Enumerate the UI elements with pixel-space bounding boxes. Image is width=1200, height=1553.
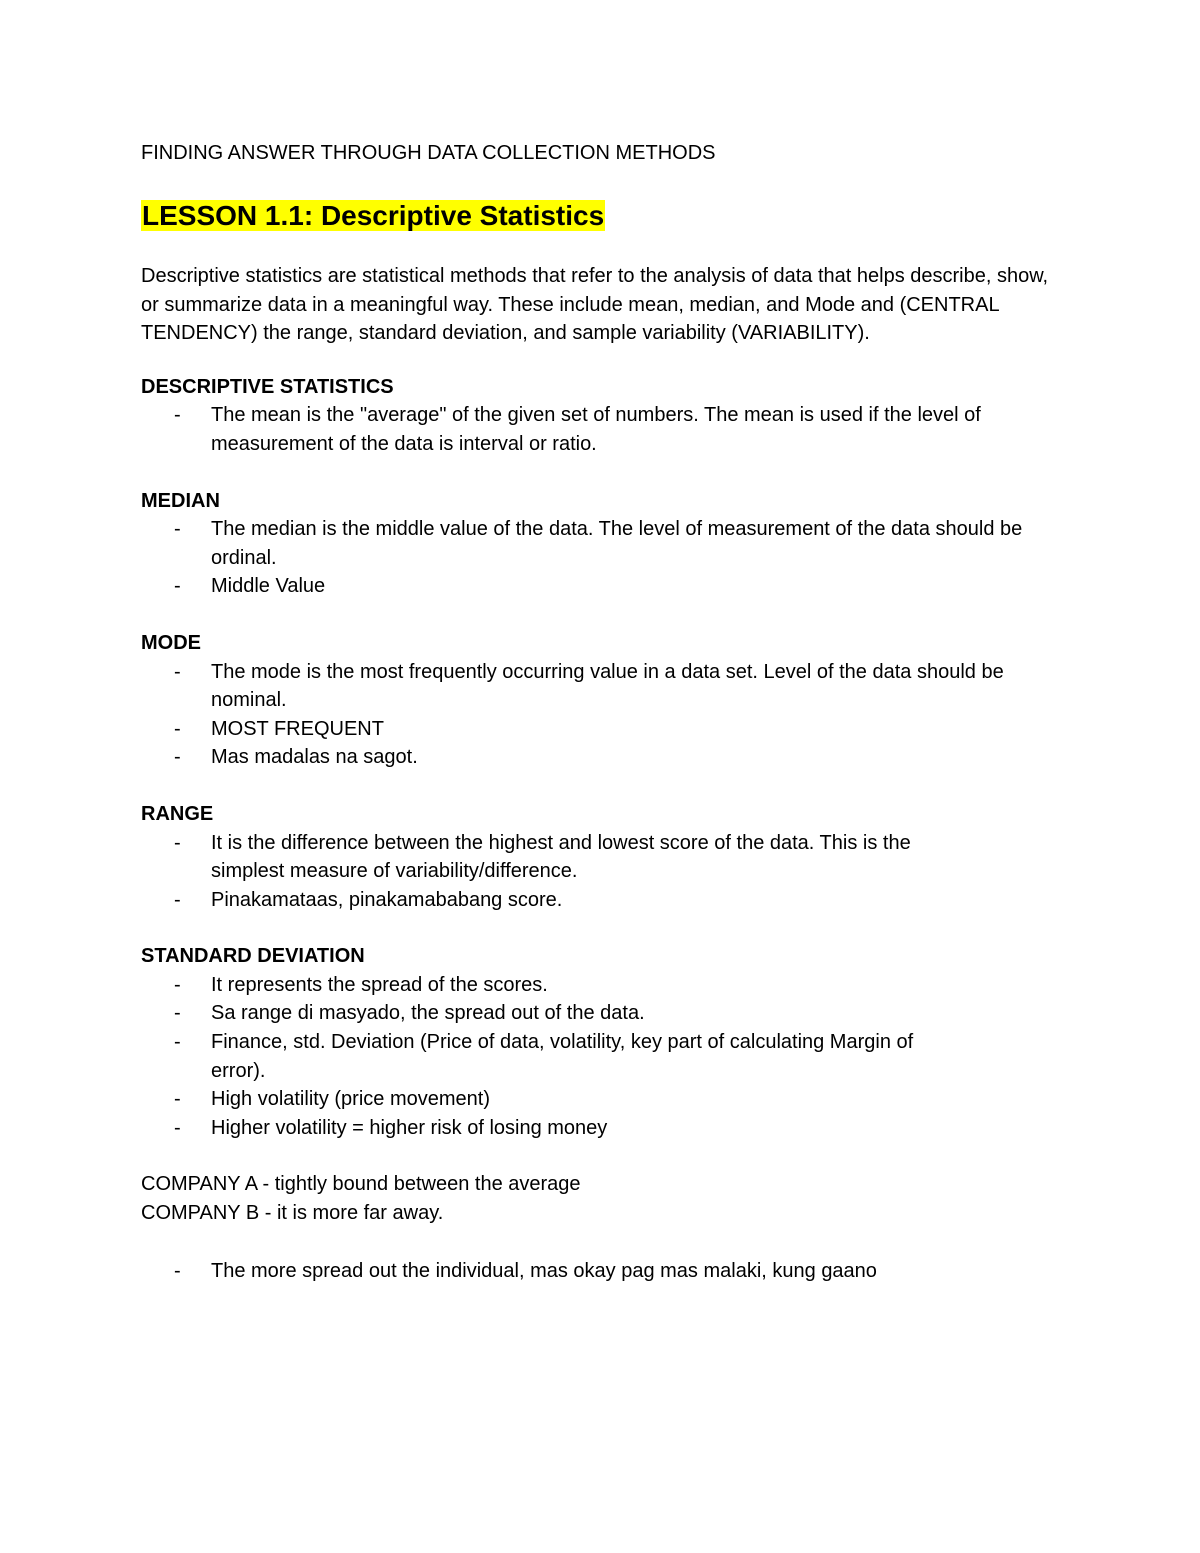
bullet-item bbox=[141, 1028, 951, 1085]
section-mode bbox=[141, 629, 1061, 772]
section-heading: DESCRIPTIVE STATISTICS bbox=[141, 375, 394, 398]
bullet-item bbox=[141, 971, 1061, 1000]
lesson-heading: LESSON 1.1: Descriptive Statistics bbox=[142, 200, 605, 231]
bullet-item bbox=[141, 1257, 1061, 1286]
bullet-text: Sa range di masyado, the spread out of the data. bbox=[211, 1002, 645, 1025]
bullet-text: High volatility (price movement) bbox=[211, 1088, 490, 1111]
bullet-marker: - bbox=[174, 973, 181, 996]
bullet-item bbox=[141, 829, 911, 886]
bullet-marker: - bbox=[174, 717, 181, 740]
bullet-item bbox=[141, 401, 1061, 458]
bullet-list bbox=[141, 658, 1061, 772]
section-range bbox=[141, 800, 1061, 914]
section-standard-deviation bbox=[141, 942, 1061, 1142]
bullet-marker: - bbox=[174, 575, 181, 598]
bullet-marker: - bbox=[174, 1031, 181, 1054]
bullet-text: Mas madalas na sagot. bbox=[211, 746, 418, 769]
bullet-list bbox=[141, 401, 1061, 458]
section-heading: MODE bbox=[141, 631, 201, 654]
bullet-text: The mean is the "average" of the given set of numbers. The mean is used if the level of measurement of the data is interval or ratio. bbox=[211, 404, 981, 455]
bullet-marker: - bbox=[174, 1002, 181, 1025]
bullet-item bbox=[141, 572, 1061, 601]
bullet-text: The mode is the most frequently occurring value in a data set. Level of the data should be nominal. bbox=[211, 660, 1004, 712]
bullet-list bbox=[141, 829, 1061, 915]
bullet-list bbox=[141, 971, 1061, 1143]
bullet-marker: - bbox=[174, 831, 181, 854]
lesson-heading-wrap bbox=[141, 198, 1061, 237]
bullet-item bbox=[141, 999, 1061, 1028]
bullet-text: Finance, std. Deviation (Price of data, volatility, key part of calculating Margin of error). bbox=[211, 1031, 914, 1082]
bullet-marker: - bbox=[174, 888, 181, 911]
bullet-text: It is the difference between the highest and lowest score of the data. This is the simplest measure of variability/difference. bbox=[211, 831, 911, 883]
section-heading: RANGE bbox=[141, 802, 214, 825]
bullet-marker: - bbox=[174, 1259, 181, 1282]
bullet-marker: - bbox=[174, 660, 181, 683]
company-notes bbox=[141, 1170, 1061, 1227]
bullet-marker: - bbox=[174, 1088, 181, 1111]
bullet-text: It represents the spread of the scores. bbox=[211, 973, 548, 996]
document-page bbox=[141, 139, 1061, 1285]
intro-paragraph: Descriptive statistics are statistical methods that refer to the analysis of data that helps describe, show, or summarize data in a meaningful way. These include mean, median, and Mode and (CENTRAL TENDENCY) the range, standard deviation, and sample variability (VARIABILITY). bbox=[141, 265, 1049, 345]
bullet-item bbox=[141, 1114, 1061, 1143]
company-b-note: COMPANY B - it is more far away. bbox=[141, 1202, 444, 1225]
bullet-item bbox=[141, 515, 1061, 572]
section-descriptive-statistics bbox=[141, 373, 1061, 459]
bullet-text: Pinakamataas, pinakamababang score. bbox=[211, 888, 563, 911]
bullet-text: Higher volatility = higher risk of losing money bbox=[211, 1116, 608, 1139]
section-median bbox=[141, 487, 1061, 601]
bullet-text: The more spread out the individual, mas okay pag mas malaki, kung gaano bbox=[211, 1259, 877, 1282]
document-title: FINDING ANSWER THROUGH DATA COLLECTION METHODS bbox=[141, 142, 716, 164]
company-a-note: COMPANY A - tightly bound between the average bbox=[141, 1173, 581, 1196]
bullet-marker: - bbox=[174, 1116, 181, 1139]
bullet-marker: - bbox=[174, 518, 181, 541]
bullet-item bbox=[141, 715, 1061, 744]
bullet-item bbox=[141, 1085, 1061, 1114]
bullet-item bbox=[141, 886, 1061, 915]
bullet-list bbox=[141, 515, 1061, 601]
bullet-text: The median is the middle value of the data. The level of measurement of the data should be ordinal. bbox=[211, 518, 1023, 569]
final-bullet-list bbox=[141, 1257, 1061, 1286]
bullet-text: Middle Value bbox=[211, 575, 326, 598]
section-heading: MEDIAN bbox=[141, 489, 220, 512]
section-heading: STANDARD DEVIATION bbox=[141, 945, 365, 968]
bullet-marker: - bbox=[174, 746, 181, 769]
bullet-text: MOST FREQUENT bbox=[211, 717, 384, 740]
bullet-item bbox=[141, 658, 1061, 715]
bullet-marker: - bbox=[174, 404, 181, 427]
bullet-item bbox=[141, 743, 1061, 772]
